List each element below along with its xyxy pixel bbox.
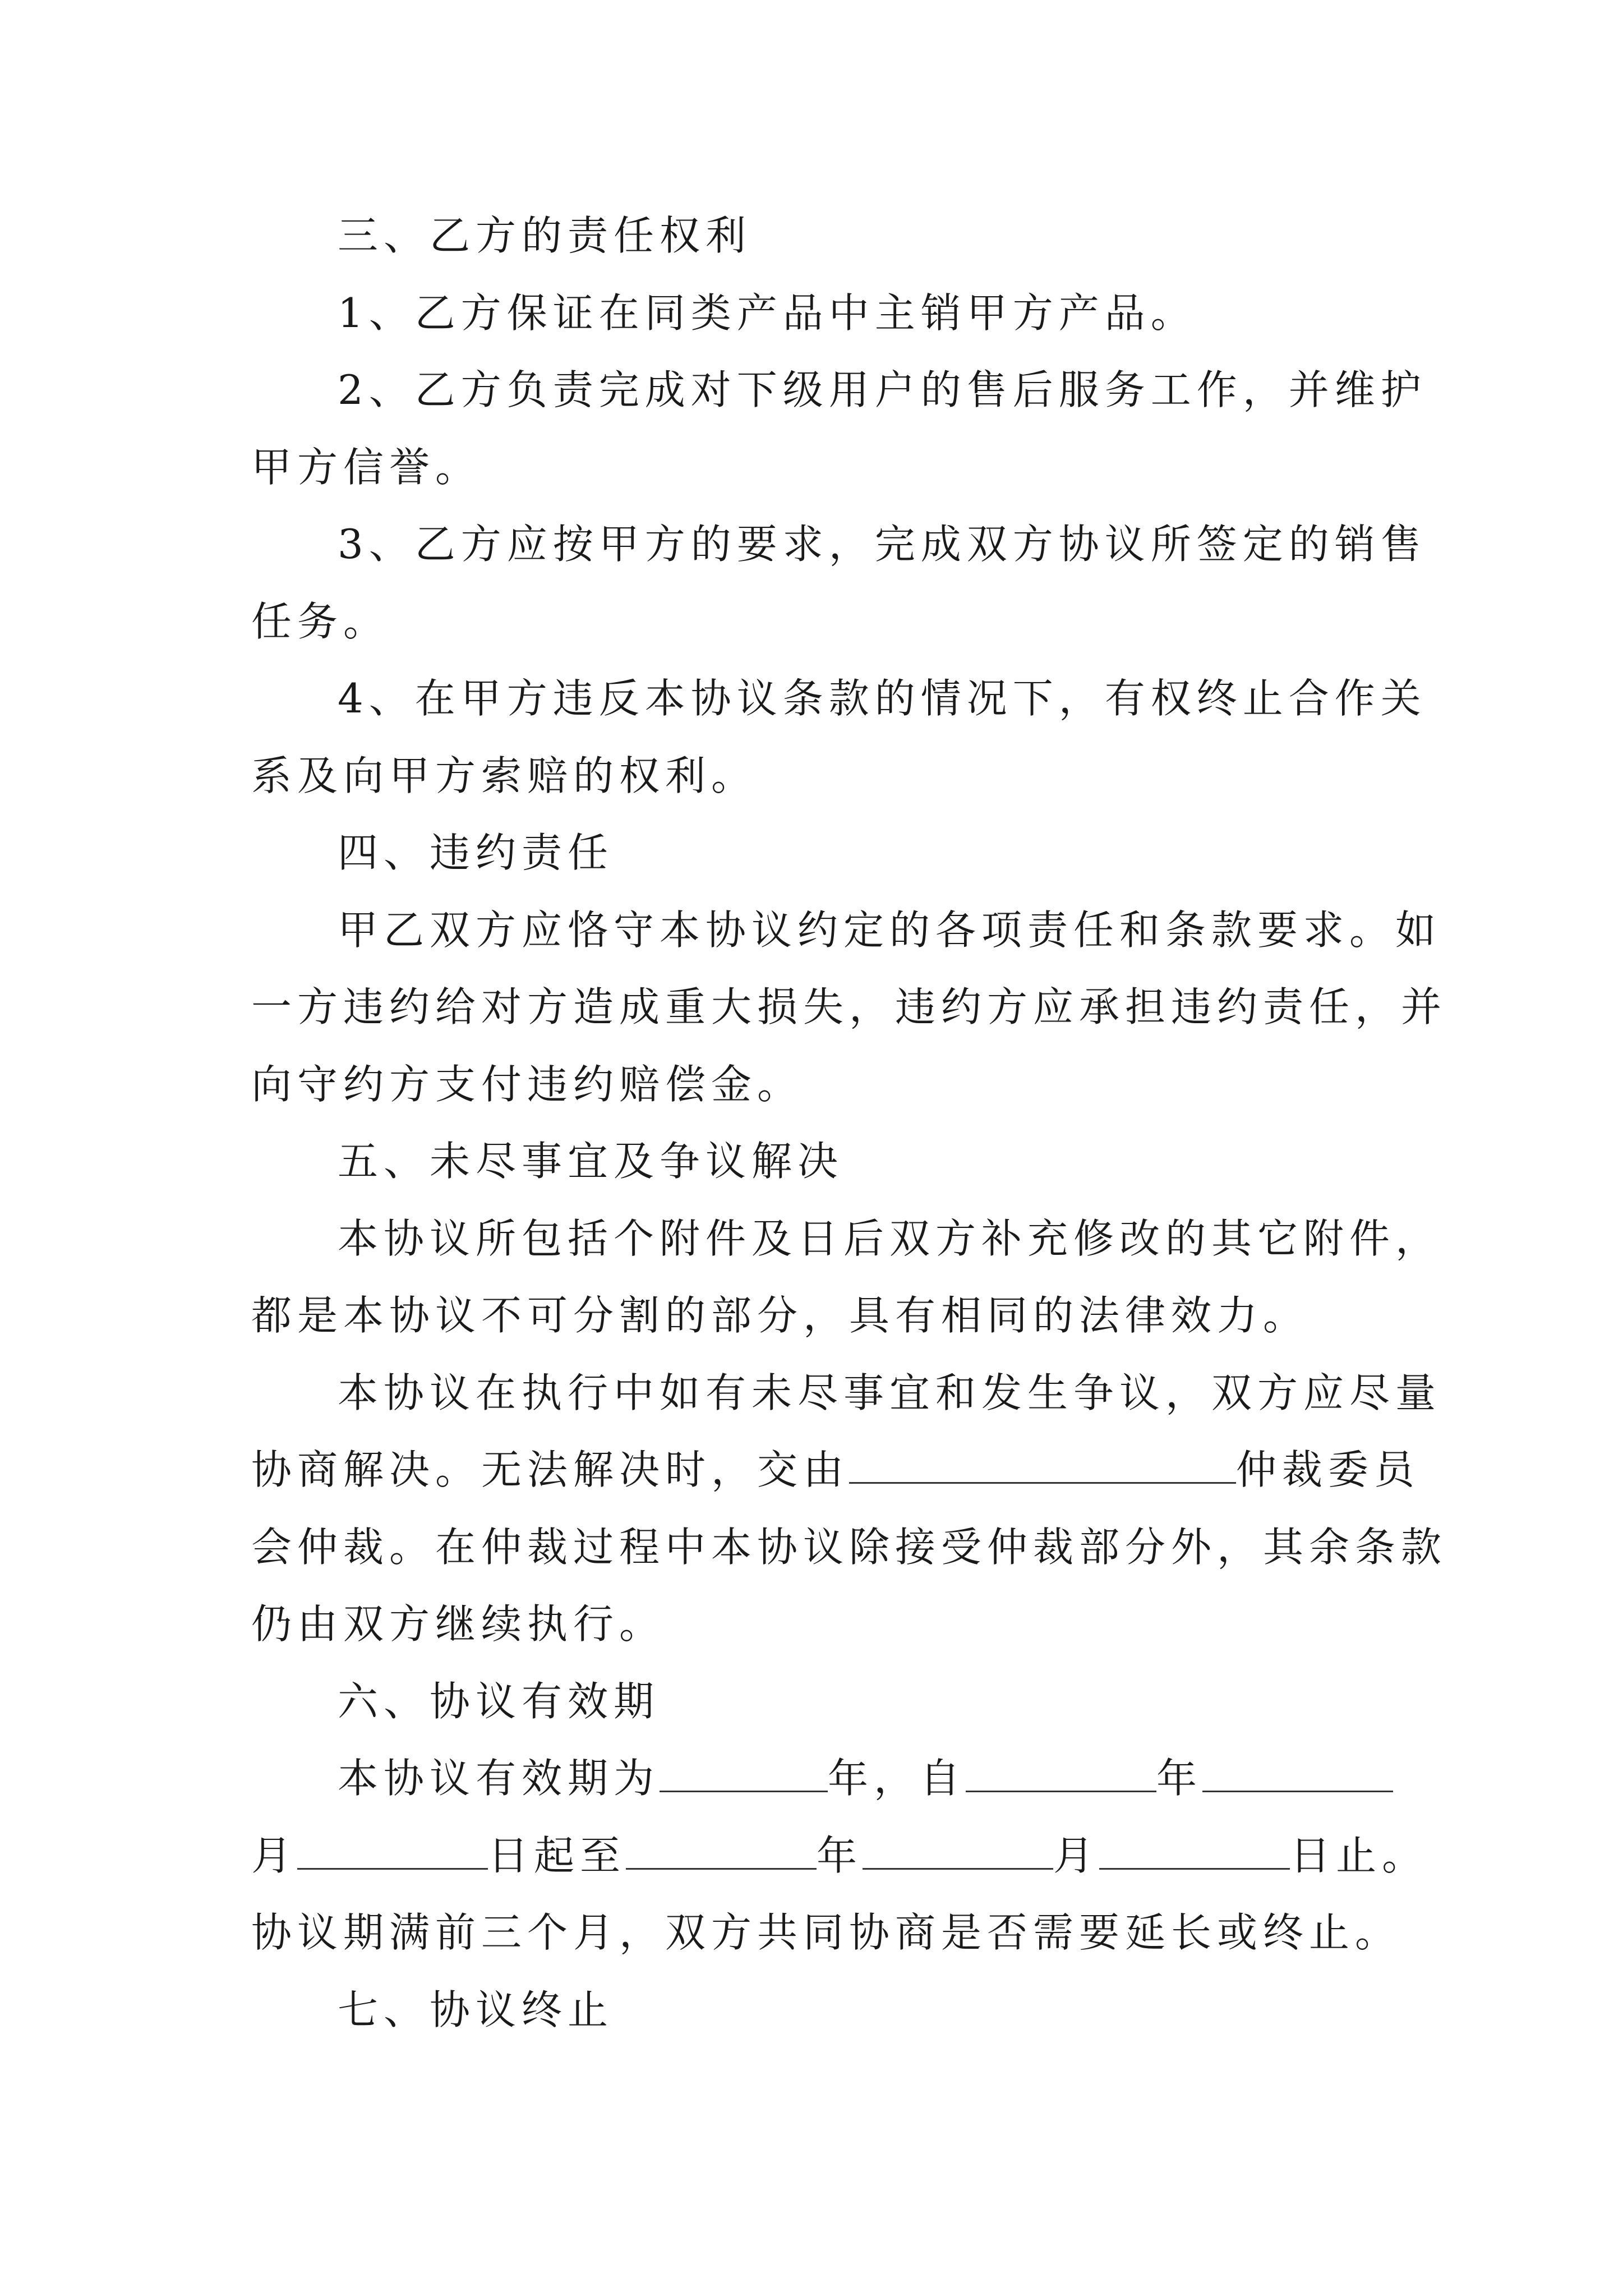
section6-text8: 日止。 [1290,1832,1428,1879]
section6-heading: 六、协议有效期 [338,1677,660,1725]
section5-para2-line2 [251,1432,1421,1509]
section6-text3: 年 [1156,1755,1203,1802]
item-3-3-line1: 3、乙方应按甲方的要求，完成双方协议所签定的销售 [338,521,1427,568]
item-3-4-line2: 系及向甲方索赔的权利。 [251,752,758,799]
item-3-2-line2: 甲方信誉。 [251,443,482,491]
section5-para1-line2: 都是本协议不可分割的部分，具有相同的法律效力。 [251,1292,1310,1339]
document-body [251,197,1447,2049]
arbitration-committee-blank[interactable] [849,1450,1236,1484]
item-3-3-line2: 任务。 [251,597,390,645]
section4-para-line3: 向守约方支付违约赔偿金。 [251,1060,804,1108]
section6-line2 [251,1818,1428,1895]
item-3-4-line1: 4、在甲方违反本协议条款的情况下，有权终止合作关 [338,675,1427,722]
validity-years-blank[interactable] [660,1758,828,1792]
section6-text7: 月 [1053,1832,1100,1879]
section5-para2-line3: 会仲裁。在仲裁过程中本协议除接受仲裁部分外，其余条款 [251,1523,1447,1571]
end-year-blank[interactable] [626,1835,817,1870]
section4-para-line2: 一方违约给对方造成重大损失，违约方应承担违约责任，并 [251,983,1447,1030]
section4-para-line1: 甲乙双方应恪守本协议约定的各项责任和条款要求。如 [338,906,1442,954]
section5-heading: 五、未尽事宜及争议解决 [338,1138,844,1185]
start-day-blank[interactable] [297,1835,488,1870]
section7-heading: 七、协议终止 [338,1986,614,2033]
section5-para2-line4: 仍由双方继续执行。 [251,1600,666,1648]
start-month-blank[interactable] [1202,1758,1393,1792]
section6-text5: 日起至 [488,1832,626,1879]
end-month-blank[interactable] [863,1835,1053,1870]
section5-para2-text1: 协商解决。无法解决时，交由 [251,1446,850,1493]
section5-para2-text2: 仲裁委员 [1236,1446,1421,1493]
section6-line1 [251,1740,1378,1818]
section6-text4: 月 [251,1832,298,1879]
item-3-1: 1、乙方保证在同类产品中主销甲方产品。 [338,289,1197,337]
section5-para1-line1: 本协议所包括个附件及日后双方补充修改的其它附件， [338,1214,1442,1262]
section3-heading: 三、乙方的责任权利 [338,212,752,259]
section6-text6: 年 [817,1832,863,1879]
end-day-blank[interactable] [1099,1835,1290,1870]
start-year-blank[interactable] [966,1758,1156,1792]
section4-heading: 四、违约责任 [338,829,614,876]
section6-line3: 协议期满前三个月，双方共同协商是否需要延长或终止。 [251,1909,1401,1956]
section6-text2: 年，自 [828,1755,966,1802]
section5-para2-line1: 本协议在执行中如有未尽事宜和发生争议，双方应尽量 [338,1369,1442,1416]
item-3-2-line1: 2、乙方负责完成对下级用户的售后服务工作，并维护 [338,366,1427,413]
section6-text1: 本协议有效期为 [338,1755,660,1802]
